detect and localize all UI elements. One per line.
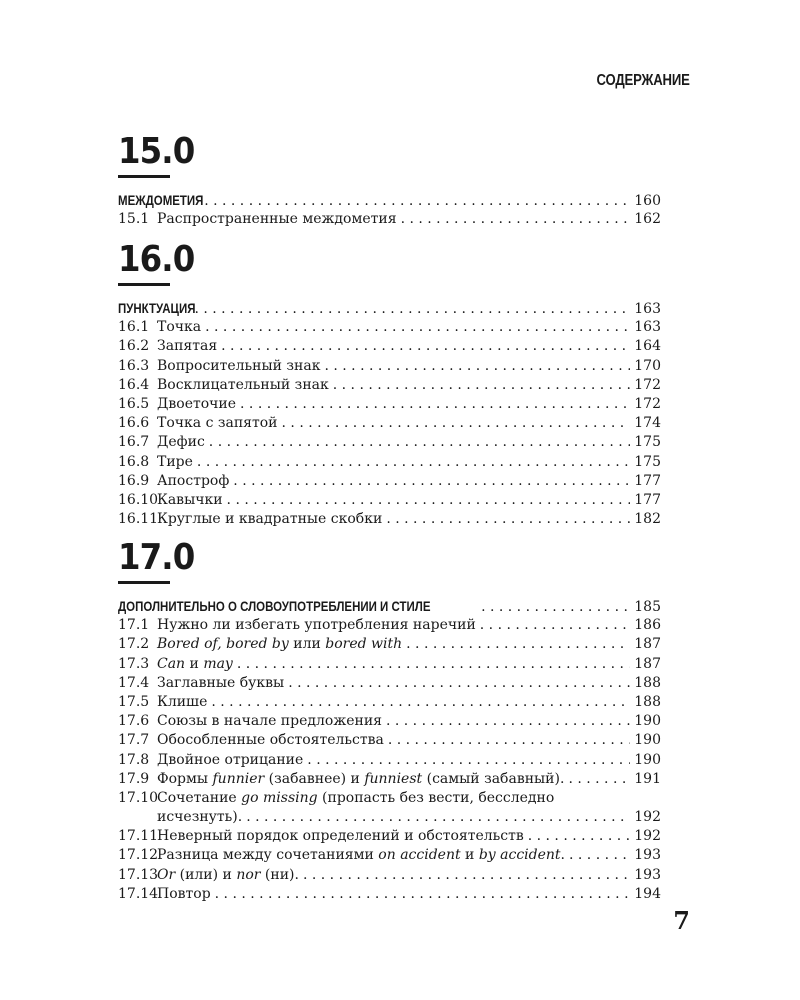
toc-title: Точка <box>157 319 202 336</box>
toc-title: Нужно ли избегать употребления наречий <box>157 617 476 634</box>
toc-chapter-heading[interactable] <box>118 191 661 210</box>
toc-title: Неверный порядок определений и обстоятельств <box>157 828 524 845</box>
toc-number: 17.5 <box>118 693 150 710</box>
toc-number: 17.3 <box>118 655 150 672</box>
toc-entry[interactable] <box>118 635 661 654</box>
leader-dots <box>324 357 630 376</box>
toc-entry[interactable] <box>118 827 661 846</box>
toc-title: Запятая <box>157 338 218 355</box>
toc-number: 17.7 <box>118 732 150 749</box>
toc-number: 16.6 <box>118 415 150 432</box>
leader-dots <box>386 712 630 731</box>
toc-chapter-heading[interactable] <box>118 597 661 616</box>
toc-page: 193 <box>634 866 661 883</box>
toc-title: ПУНКТУАЦИЯ <box>118 300 196 316</box>
leader-dots <box>215 885 631 904</box>
toc-title: Разница между сочетаниями on accident и by accident. <box>157 847 565 864</box>
toc-page: 192 <box>634 828 661 845</box>
leader-dots <box>240 395 630 414</box>
toc-entry-continuation <box>118 808 661 827</box>
toc-page: 175 <box>634 453 661 470</box>
toc-number: 16.8 <box>118 453 150 470</box>
leader-dots <box>205 318 630 337</box>
toc-page: 164 <box>634 338 661 355</box>
toc-title: Точка с запятой <box>157 415 278 432</box>
leader-dots <box>204 192 630 211</box>
toc-entry[interactable] <box>118 731 661 750</box>
toc-title: Восклицательный знак <box>157 376 329 393</box>
toc-number: 16.2 <box>118 338 150 355</box>
toc-page: 163 <box>634 301 661 317</box>
toc-page: 182 <box>634 511 661 528</box>
toc-number: 17.8 <box>118 751 150 768</box>
toc-entry[interactable] <box>118 433 661 452</box>
leader-dots <box>227 491 631 510</box>
toc-page: 172 <box>634 376 661 393</box>
toc-number: 17.13 <box>118 866 159 883</box>
toc-number: 16.10 <box>118 491 159 508</box>
toc-number: 16.4 <box>118 376 150 393</box>
toc-title: Распространенные междометия <box>157 211 397 228</box>
toc-page: 188 <box>634 674 661 691</box>
page-number: 7 <box>673 906 690 935</box>
leader-dots <box>333 376 631 395</box>
toc-title: МЕЖДОМЕТИЯ <box>118 192 204 208</box>
chapter-17 <box>118 537 661 904</box>
leader-dots <box>480 616 630 635</box>
toc-title: Двойное отрицание <box>157 751 304 768</box>
leader-dots <box>246 808 630 827</box>
toc-title: Круглые и квадратные скобки <box>157 511 383 528</box>
toc-entry[interactable] <box>118 414 661 433</box>
toc-page: 190 <box>634 732 661 749</box>
toc-page: 177 <box>634 472 661 489</box>
toc-number: 17.9 <box>118 770 150 787</box>
toc-entry[interactable] <box>118 337 661 356</box>
toc-title: Can и may <box>157 655 233 672</box>
toc-page: 190 <box>634 751 661 768</box>
chapter-rule <box>118 175 170 178</box>
toc-title: Заглавные буквы <box>157 674 285 691</box>
leader-dots <box>528 827 631 846</box>
toc-entry-first-line <box>118 789 661 808</box>
toc-entry[interactable] <box>118 453 661 472</box>
leader-dots <box>237 655 630 674</box>
toc-title: Апостроф <box>157 472 230 489</box>
leader-dots <box>282 414 631 433</box>
toc-chapter-heading[interactable] <box>118 299 661 318</box>
toc-number: 17.14 <box>118 885 159 902</box>
toc-number: 17.2 <box>118 636 150 653</box>
toc-page: 194 <box>634 885 661 902</box>
toc-page: 186 <box>634 617 661 634</box>
chapter-15 <box>118 131 661 229</box>
toc-entry[interactable] <box>118 616 661 635</box>
leader-dots <box>568 770 630 789</box>
toc-title: Союзы в начале предложения <box>157 713 382 730</box>
toc-entry[interactable] <box>118 693 661 712</box>
toc-page: 187 <box>634 655 661 672</box>
leader-dots <box>209 433 630 452</box>
toc-entry[interactable] <box>118 472 661 491</box>
toc-title: Дефис <box>157 434 205 451</box>
toc-number: 17.12 <box>118 847 159 864</box>
leader-dots <box>211 693 630 712</box>
toc-entry[interactable] <box>118 846 661 865</box>
toc-page: 193 <box>634 847 661 864</box>
chapter-number: 17.0 <box>118 537 195 578</box>
toc-number: 17.6 <box>118 713 150 730</box>
toc-entry[interactable] <box>118 395 661 414</box>
leader-dots <box>233 472 630 491</box>
toc-title: Or (или) и nor (ни). <box>157 866 299 883</box>
toc-page: 175 <box>634 434 661 451</box>
chapter-number: 15.0 <box>118 131 195 172</box>
toc-entry[interactable] <box>118 318 661 337</box>
toc-title: Кавычки <box>157 491 223 508</box>
toc-number: 16.11 <box>118 511 159 528</box>
toc-entry[interactable] <box>118 751 661 770</box>
toc-entry[interactable] <box>118 674 661 693</box>
toc-number: 17.4 <box>118 674 150 691</box>
leader-dots <box>388 731 630 750</box>
chapter-number: 16.0 <box>118 239 195 280</box>
toc-list <box>118 597 661 904</box>
toc-entry[interactable] <box>118 885 661 904</box>
toc-entry[interactable] <box>118 357 661 376</box>
running-head: СОДЕРЖАНИЕ <box>596 72 690 89</box>
leader-dots <box>221 337 630 356</box>
chapter-rule <box>118 283 170 286</box>
toc-entry[interactable] <box>118 655 661 674</box>
toc-entry[interactable] <box>118 712 661 731</box>
toc-page: 188 <box>634 693 661 710</box>
toc-title: Тире <box>157 453 193 470</box>
toc-title: Повтор <box>157 885 211 902</box>
toc-page: 191 <box>634 770 661 787</box>
leader-dots <box>303 866 630 885</box>
toc-number: 16.1 <box>118 319 150 336</box>
toc-page: 160 <box>634 193 661 209</box>
toc-title: Клише <box>157 693 208 710</box>
chapter-16 <box>118 239 661 529</box>
toc-page: 185 <box>634 599 661 615</box>
toc-entry[interactable] <box>118 770 661 789</box>
toc-page: 162 <box>634 211 661 228</box>
leader-dots <box>288 674 630 693</box>
leader-dots <box>481 598 630 617</box>
toc-entry[interactable] <box>118 491 661 510</box>
toc-page: 174 <box>634 415 661 432</box>
leader-dots <box>307 751 630 770</box>
toc-page: 187 <box>634 636 661 653</box>
toc-entry[interactable] <box>118 376 661 395</box>
toc-title: Вопросительный знак <box>157 357 321 374</box>
leader-dots <box>194 300 630 319</box>
toc-number: 16.9 <box>118 472 150 489</box>
toc-page: 163 <box>634 319 661 336</box>
toc-number: 15.1 <box>118 211 150 228</box>
toc-title: Обособленные обстоятельства <box>157 732 384 749</box>
leader-dots <box>569 846 630 865</box>
toc-entry[interactable] <box>118 210 661 229</box>
toc-title: Двоеточие <box>157 395 237 412</box>
toc-number: 17.1 <box>118 617 150 634</box>
toc-number: 16.5 <box>118 395 150 412</box>
leader-dots <box>386 510 630 529</box>
toc-title: ДОПОЛНИТЕЛЬНО О СЛОВОУПОТРЕБЛЕНИИ И СТИЛЕ <box>118 598 431 614</box>
toc-title: Bored of, bored by или bored with <box>157 636 403 653</box>
toc-page: 172 <box>634 395 661 412</box>
toc-entry[interactable] <box>118 866 661 885</box>
leader-dots <box>401 210 631 229</box>
toc-list <box>118 191 661 229</box>
toc-number: 16.3 <box>118 357 150 374</box>
toc-page: 192 <box>634 809 661 826</box>
toc-number: 16.7 <box>118 434 150 451</box>
toc-page: 170 <box>634 357 661 374</box>
toc-entry-multiline[interactable] <box>118 789 661 827</box>
toc-title: Формы funnier (забавнее) и funniest (самый забавный). <box>157 770 565 787</box>
toc-page: 190 <box>634 713 661 730</box>
toc-page: 177 <box>634 491 661 508</box>
toc-number: 17.10 <box>118 789 159 806</box>
toc-number: 17.11 <box>118 828 159 845</box>
toc-title: Сочетание go missing (пропасть без вести, бесследно <box>157 789 555 806</box>
leader-dots <box>406 635 630 654</box>
leader-dots <box>197 453 630 472</box>
toc-list <box>118 299 661 529</box>
chapter-rule <box>118 581 170 584</box>
toc-entry[interactable] <box>118 510 661 529</box>
toc-title-continuation: исчезнуть). <box>157 809 243 826</box>
